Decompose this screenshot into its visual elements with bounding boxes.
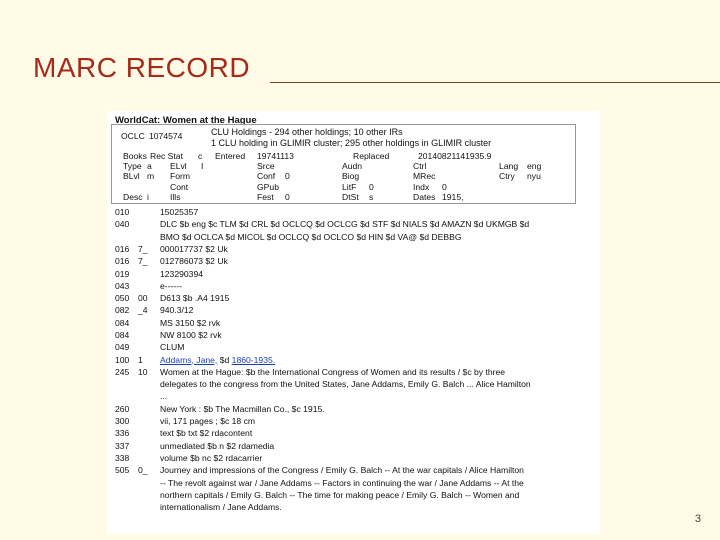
marc-record-screenshot — [107, 111, 600, 534]
fixed-field-2-8: MRec — [413, 171, 436, 182]
field-value: -- The revolt against war / Jane Addams -- Factors in continuing the war / Jane Addams -- At the — [160, 477, 524, 488]
fixed-field-3-8: Indx — [413, 181, 430, 192]
record-heading: WorldCat: Women at the Hague — [115, 115, 257, 126]
fixed-field-2-5: 0 — [285, 171, 290, 182]
fixed-field-4-5: 0 — [285, 191, 290, 202]
slide-title: MARC RECORD — [33, 52, 251, 83]
field-value: CLUM — [160, 342, 185, 353]
field-tag: 336 — [115, 428, 130, 439]
field-tag: 505 — [115, 465, 130, 476]
fixed-field-3-6: LitF — [342, 181, 357, 192]
field-tag: 084 — [115, 317, 130, 328]
fixed-field-4-4: Fest — [257, 191, 274, 202]
field-value: 940.3/12 — [160, 305, 194, 316]
holdings-summary[interactable]: CLU Holdings - 294 other holdings; 10 other IRs — [211, 127, 403, 137]
field-tag: 043 — [115, 280, 130, 291]
author-dates-link[interactable]: 1860-1935. — [231, 354, 276, 365]
fixed-field-1-0: Type — [123, 161, 142, 172]
field-indicators: 0_ — [138, 465, 148, 476]
fixed-field-4-7: s — [369, 191, 374, 202]
field-indicators: 7_ — [138, 256, 148, 267]
fixed-field-0-3: Entered — [215, 151, 246, 161]
field-indicators: 1 — [138, 354, 143, 365]
fixed-field-1-10: Lang — [499, 161, 519, 172]
field-indicators: 7_ — [138, 243, 148, 254]
field-indicators: _4 — [138, 305, 148, 316]
field-value: 123290394 — [160, 268, 204, 279]
fixed-field-3-9: 0 — [442, 181, 447, 192]
field-value: NW 8100 $2 rvk — [160, 330, 222, 340]
fixed-field-2-4: Conf — [257, 171, 276, 182]
fixed-field-2-11: nyu — [527, 171, 541, 182]
field-value: Women at the Hague: $b the International Congress of Women and its results / $c by three — [160, 366, 506, 377]
page-number: 3 — [694, 513, 701, 525]
fixed-field-2-1: m — [147, 171, 155, 182]
fixed-field-0-1: Rec Stat — [150, 151, 183, 161]
field-tag: 337 — [115, 440, 130, 451]
field-tag: 245 — [115, 366, 130, 377]
field-tag: 010 — [115, 207, 130, 217]
field-tag: 082 — [115, 305, 130, 316]
fixed-field-4-1: i — [147, 191, 149, 202]
field-value: DLC $b eng $c TLM $d CRL $d OCLCQ $d OCLCG $d STF $d NIALS $d AMAZN $d UKMGB $d — [160, 219, 530, 230]
fixed-field-2-6: Biog — [342, 171, 360, 182]
author-link[interactable]: Addams, Jane, — [160, 354, 218, 365]
field-tag: 300 — [115, 416, 130, 427]
field-value: BMO $d OCLCA $d MICOL $d OCLCQ $d OCLCO $d HIN $d VA@ $d DEBBG — [160, 231, 462, 242]
fixed-field-0-5: Replaced — [353, 151, 390, 161]
oclc-number: 1074574 — [149, 131, 183, 141]
title-underline — [270, 82, 720, 83]
fixed-field-0-6: 20140821141935.9 — [418, 151, 492, 161]
field-tag: 100 — [115, 354, 130, 365]
field-tag: 019 — [115, 268, 130, 279]
fixed-field-0-0: Books — [123, 151, 147, 161]
fixed-field-4-0: Desc — [123, 191, 143, 202]
field-tag: 338 — [115, 453, 130, 463]
fixed-field-2-0: BLvl — [123, 171, 140, 182]
field-value: 15025357 — [160, 207, 199, 217]
field-value: northern capitals / Emily G. Balch -- The time for making peace / Emily G. Balch -- Women and — [160, 489, 520, 500]
fixed-field-1-2: ELvl — [170, 161, 187, 172]
field-tag: 016 — [115, 243, 130, 254]
fixed-field-4-9: 1915, — [442, 191, 464, 202]
field-value: D613 $b .A4 1915 — [160, 293, 230, 304]
field-value: MS 3150 $2 rvk — [160, 317, 221, 328]
fixed-field-3-7: 0 — [369, 181, 374, 192]
glimir-holdings[interactable]: 1 CLU holding in GLIMIR cluster; 295 other holdings in GLIMIR cluster — [211, 138, 492, 148]
field-value: text $b txt $2 rdacontent — [160, 428, 253, 439]
field-value: unmediated $b n $2 rdamedia — [160, 440, 275, 451]
field-indicators: 10 — [138, 366, 148, 377]
fixed-field-4-6: DtSt — [342, 191, 359, 202]
fixed-field-1-11: eng — [527, 161, 542, 172]
field-value[interactable]: Addams, Jane, $d 1860-1935. — [160, 354, 276, 365]
field-value: Journey and impressions of the Congress / Emily G. Balch -- At the war capitals / Alice Hamilton — [160, 465, 524, 476]
field-value: ... — [160, 391, 168, 402]
oclc-label: OCLC — [121, 131, 145, 141]
fixed-field-1-8: Ctrl — [413, 161, 427, 172]
fixed-field-4-8: Dates — [413, 191, 436, 202]
fixed-field-1-4: Srce — [257, 161, 275, 172]
field-value: vii, 171 pages ; $c 18 cm — [160, 416, 256, 427]
field-value: New York : $b The Macmillan Co., $c 1915. — [160, 403, 325, 414]
field-value: delegates to the congress from the United States, Jane Addams, Emily G. Balch ... Alice Hamilton — [160, 379, 531, 390]
fixed-field-0-2: c — [198, 151, 203, 161]
field-tag: 050 — [115, 293, 130, 304]
fixed-field-3-2: Cont — [170, 181, 189, 192]
fixed-field-2-10: Ctry — [499, 171, 515, 182]
field-value: internationalism / Jane Addams. — [160, 502, 282, 513]
field-value: volume $b nc $2 rdacarrier — [160, 453, 263, 463]
fixed-field-4-2: Ills — [170, 191, 181, 202]
field-tag: 084 — [115, 330, 130, 340]
field-value: e------ — [160, 280, 182, 291]
field-indicators: 00 — [138, 293, 148, 304]
fixed-field-2-2: Form — [170, 171, 191, 182]
field-value: 012786073 $2 Uk — [160, 256, 228, 267]
field-value: 000017737 $2 Uk — [160, 243, 228, 254]
fixed-field-3-4: GPub — [257, 181, 279, 192]
fixed-field-1-1: a — [147, 161, 152, 172]
field-tag: 260 — [115, 403, 130, 414]
field-tag: 016 — [115, 256, 130, 267]
field-tag: 040 — [115, 219, 130, 230]
fixed-field-1-6: Audn — [342, 161, 363, 172]
field-tag: 049 — [115, 342, 130, 353]
fixed-field-1-3: I — [201, 161, 204, 172]
fixed-field-0-4: 19741113 — [257, 151, 294, 161]
